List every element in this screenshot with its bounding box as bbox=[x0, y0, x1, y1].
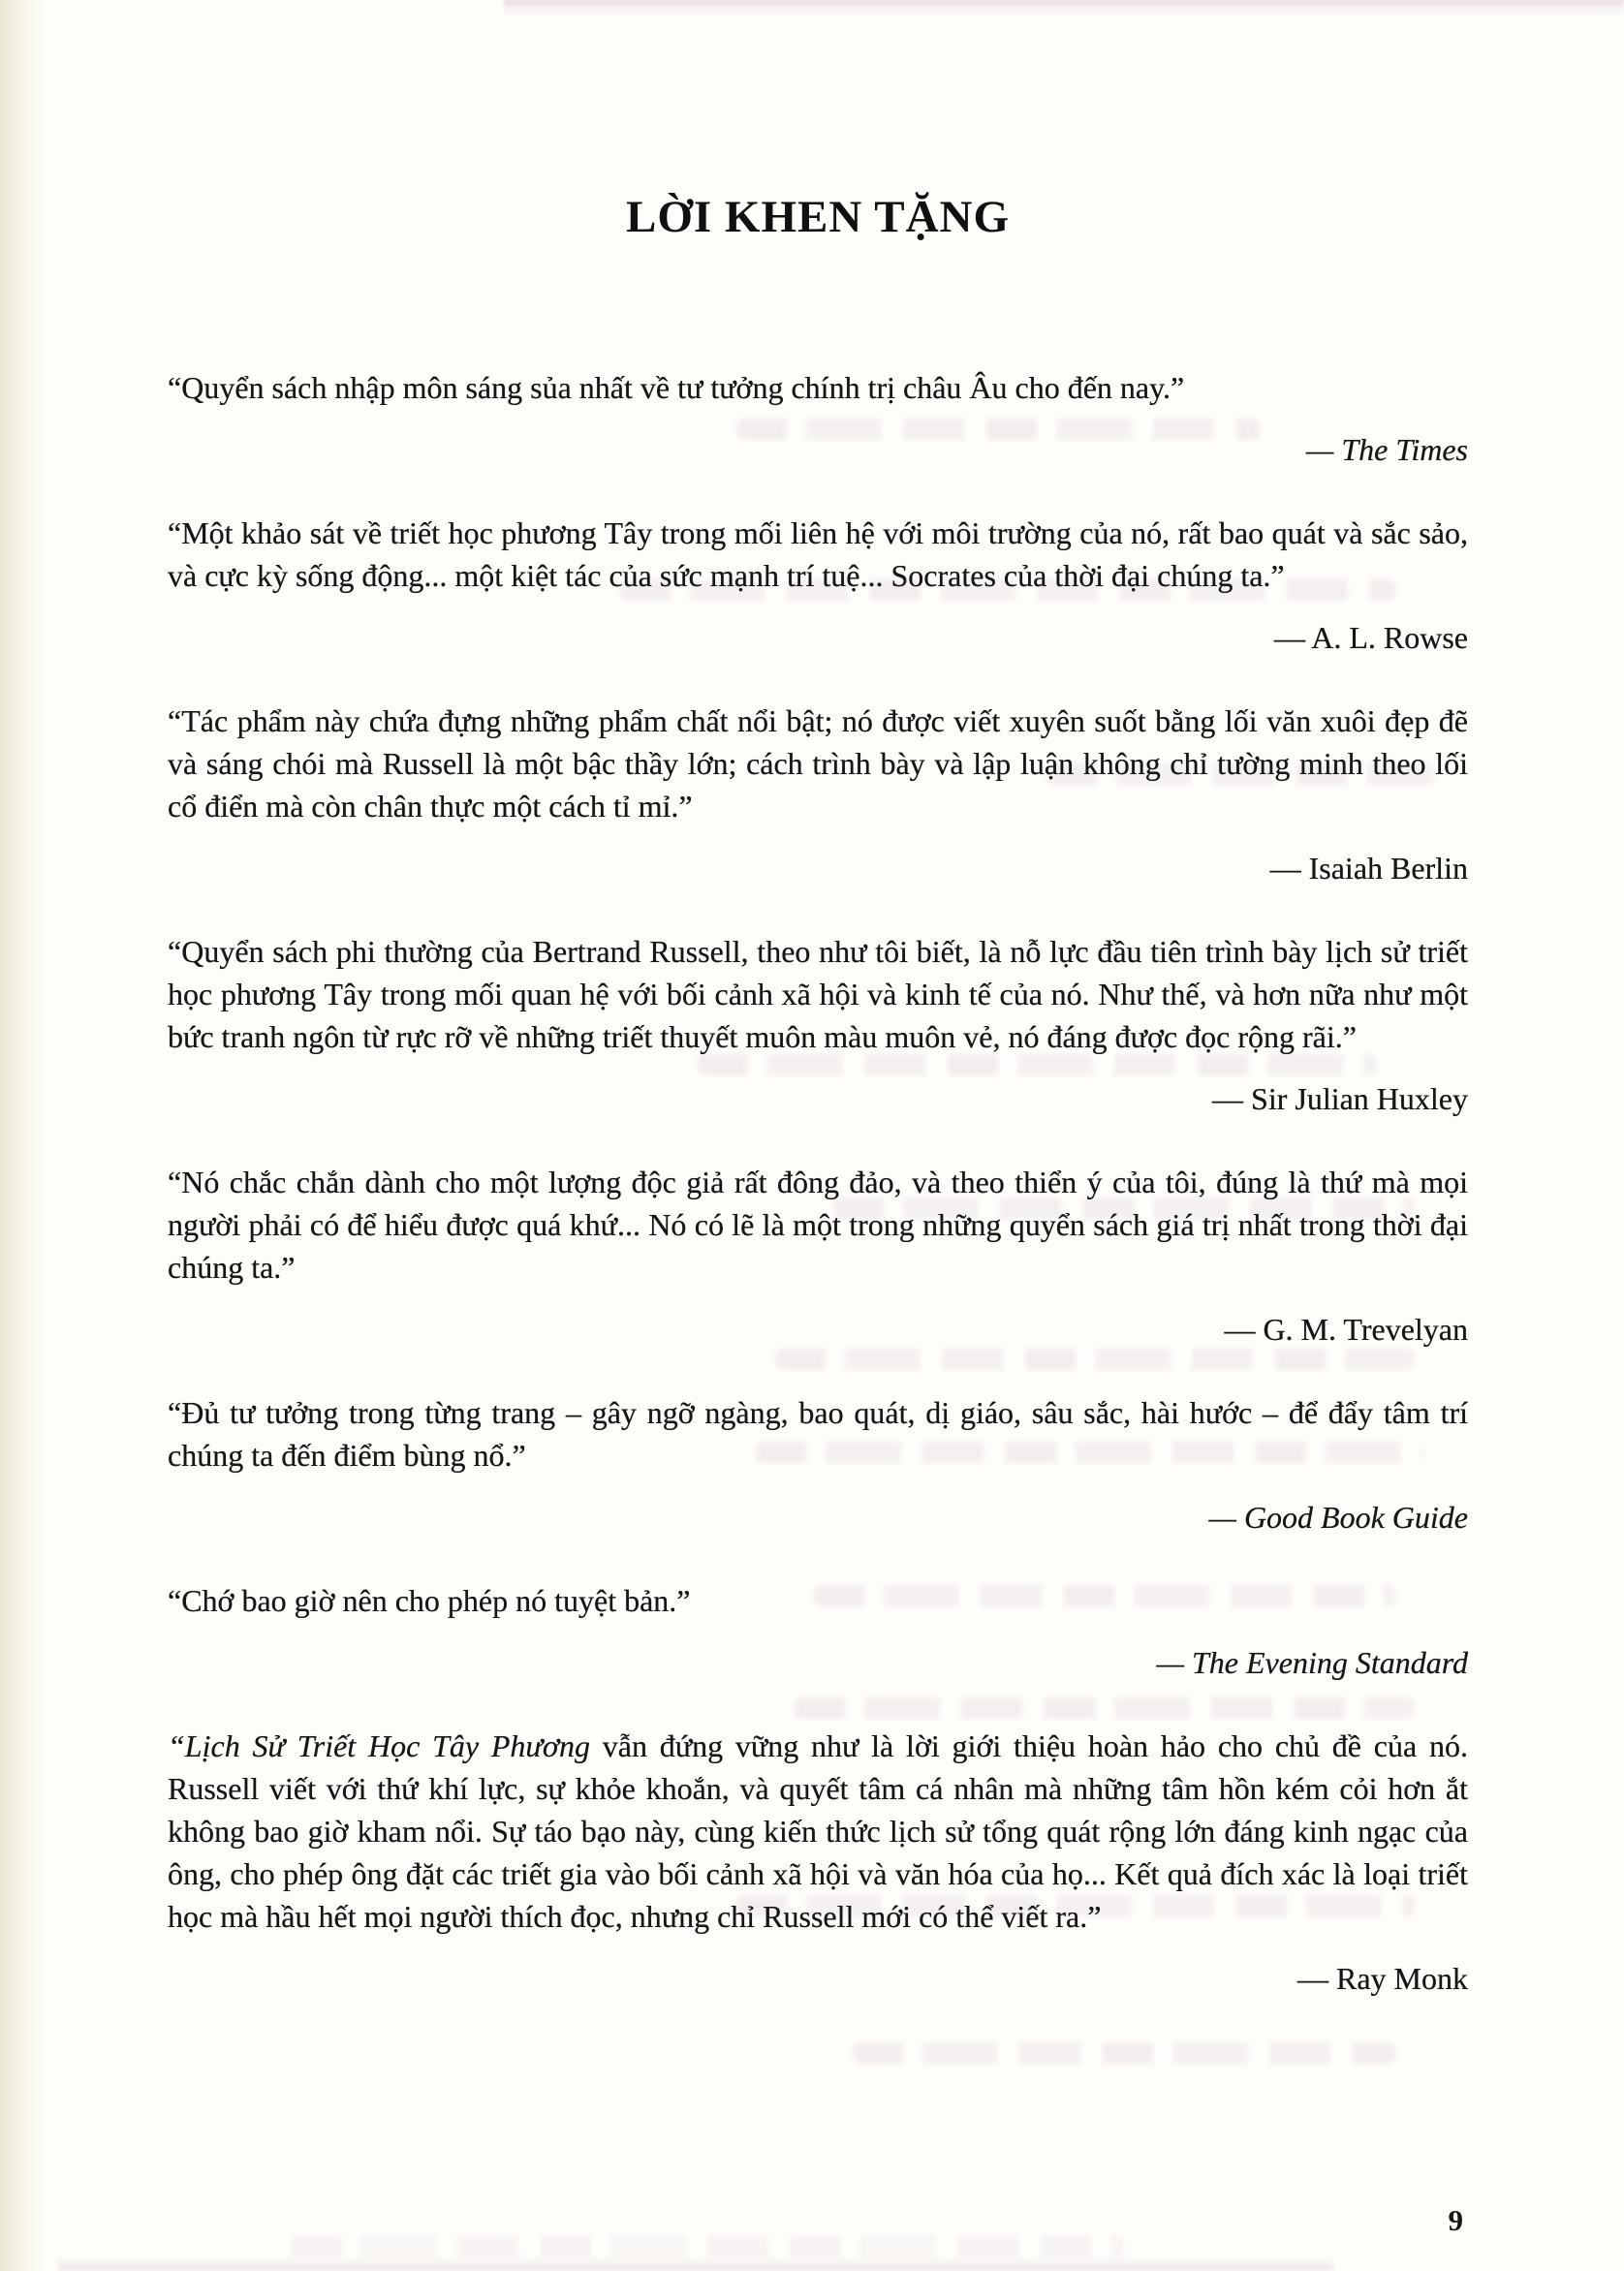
quote-attribution: — The Times bbox=[1305, 432, 1468, 467]
quote-attribution: — Isaiah Berlin bbox=[1269, 851, 1468, 886]
quote-block-4 bbox=[168, 930, 1468, 1120]
quote-attribution: — Ray Monk bbox=[1297, 1961, 1468, 1996]
quote-text: “Một khảo sát về triết học phương Tây trong mối liên hệ với môi trường của nó, rất bao quát và sắc sảo, và cực kỳ sống động... một kiệt tác của sức mạnh trí tuệ... Socrates của thời đại chúng ta.” bbox=[168, 515, 1468, 593]
quote-text bbox=[168, 1725, 1468, 1938]
page-content bbox=[168, 0, 1468, 2040]
quote-attribution: — G. M. Trevelyan bbox=[1224, 1312, 1468, 1347]
quote-text: “Tác phẩm này chứa đựng những phẩm chất nổi bật; nó được viết xuyên suốt bằng lối văn xuôi đẹp đẽ và sáng chói mà Russell là một bậc thầy lớn; cách trình bày và lập luận không chỉ tường minh theo lối cổ điển mà còn chân thực một cách tỉ mỉ.” bbox=[168, 703, 1468, 824]
quote-block-3 bbox=[168, 700, 1468, 889]
bottom-bleed-artifact bbox=[58, 2255, 1333, 2271]
quote-block-2 bbox=[168, 512, 1468, 659]
quote-text: “Chớ bao giờ nên cho phép nó tuyệt bản.” bbox=[168, 1583, 691, 1618]
quote-text: “Nó chắc chắn dành cho một lượng độc giả rất đông đảo, và theo thiển ý của tôi, đúng là thứ mà mọi người phải có để hiểu được quá khứ... Nó có lẽ là một trong những quyển sách giá trị nhất trong thời đại chúng ta.” bbox=[168, 1165, 1468, 1285]
spine-shadow-artifact bbox=[0, 0, 45, 2271]
quote-attribution: — The Evening Standard bbox=[1156, 1645, 1468, 1680]
quote-attribution: — A. L. Rowse bbox=[1274, 620, 1468, 655]
quote-block-1 bbox=[168, 366, 1468, 471]
quote-block-7 bbox=[168, 1579, 1468, 1684]
quote-text: “Quyển sách nhập môn sáng sủa nhất về tư tưởng chính trị châu Âu cho đến nay.” bbox=[168, 370, 1185, 405]
quote-attribution: — Sir Julian Huxley bbox=[1212, 1081, 1468, 1116]
quote-attribution: — Good Book Guide bbox=[1208, 1500, 1468, 1535]
bleed-through-artifact bbox=[853, 2042, 1395, 2064]
quote-block-8 bbox=[168, 1725, 1468, 2000]
book-title-inline: “Lịch Sử Triết Học Tây Phương bbox=[168, 1728, 590, 1763]
quote-block-6 bbox=[168, 1391, 1468, 1539]
bleed-through-artifact bbox=[291, 2236, 1124, 2257]
page-number: 9 bbox=[1448, 2203, 1463, 2237]
quote-text-rest: vẫn đứng vững như là lời giới thiệu hoàn hảo cho chủ đề của nó. Russell viết với thứ khí lực, sự khỏe khoắn, và quyết tâm cá nhân mà những tâm hồn kém cỏi hơn ắt không bao giờ kham nổi. Sự táo bạo này, cùng kiến thức lịch sử tổng quát rộng lớn đáng kinh ngạc của ông, cho phép ông đặt các triết gia vào bối cảnh xã hội và văn hóa của họ... Kết quả đích xác là loại triết học mà hầu hết mọi người thích đọc, nhưng chỉ Russell mới có thể viết ra.” bbox=[168, 1728, 1469, 1934]
quote-block-5 bbox=[168, 1161, 1468, 1351]
quote-text: “Quyển sách phi thường của Bertrand Russell, theo như tôi biết, là nỗ lực đầu tiên trình bày lịch sử triết học phương Tây trong mối quan hệ với bối cảnh xã hội và kinh tế của nó. Như thế, và hơn nữa như một bức tranh ngôn từ rực rỡ về những triết thuyết muôn màu muôn vẻ, nó đáng được đọc rộng rãi.” bbox=[168, 934, 1468, 1054]
quote-text: “Đủ tư tưởng trong từng trang – gây ngỡ ngàng, bao quát, dị giáo, sâu sắc, hài hước – để đẩy tâm trí chúng ta đến điểm bùng nổ.” bbox=[168, 1395, 1468, 1473]
page-title: LỜI KHEN TẶNG bbox=[625, 192, 1011, 242]
